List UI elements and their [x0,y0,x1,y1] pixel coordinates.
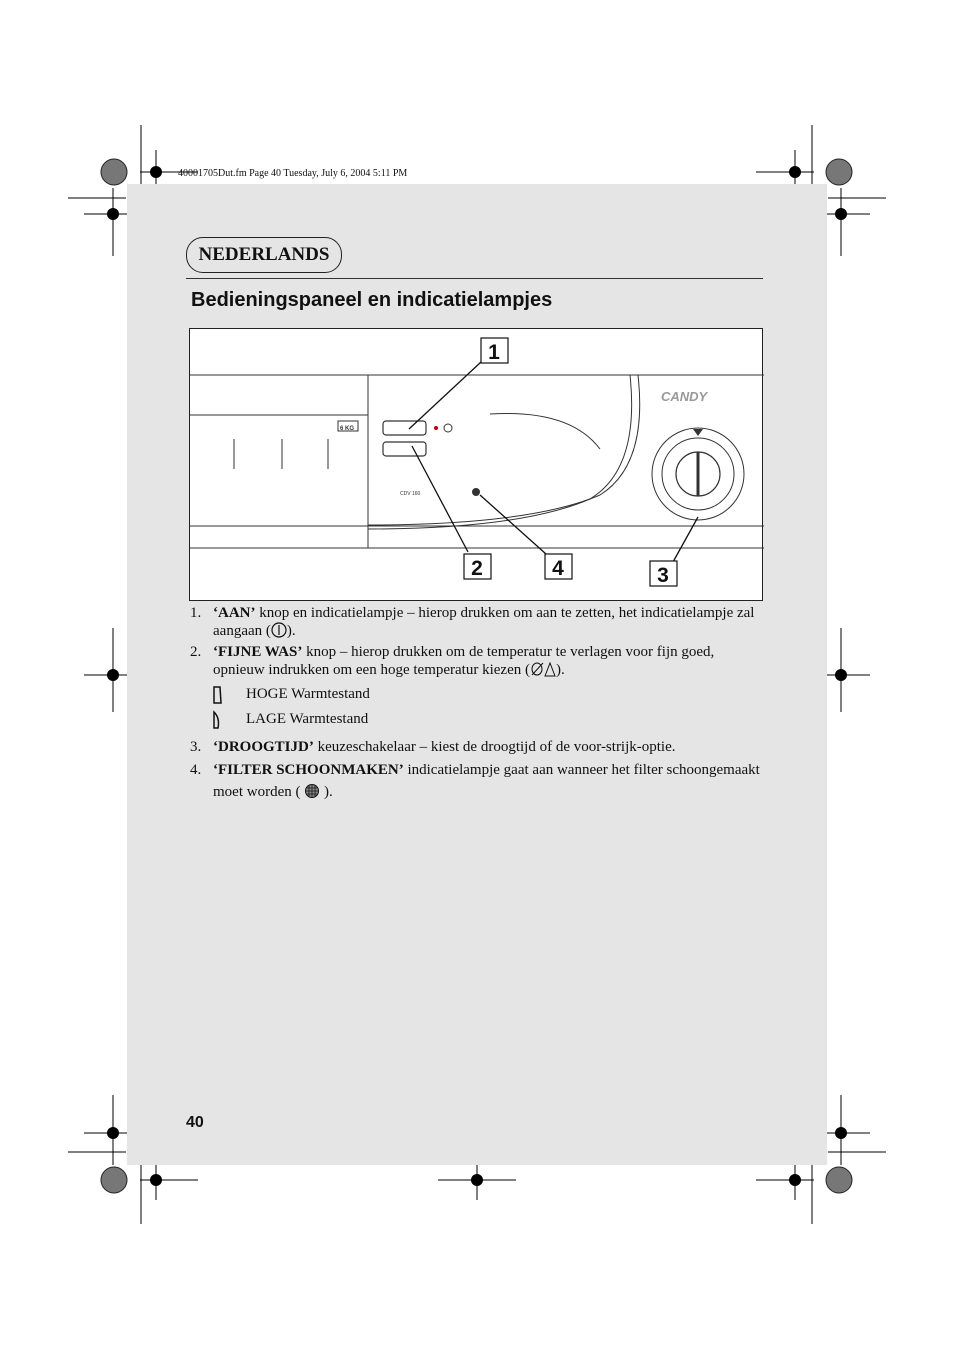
delicate-button [383,442,426,456]
sub-item-label: LAGE Warmtestand [246,711,369,727]
sub-item-label: HOGE Warmtestand [246,686,370,702]
item-heading: ‘FIJNE WAS’ [213,644,303,660]
item-text-end: ). [286,623,296,639]
section-title: Bedieningspaneel en indicatielampjes [191,289,553,311]
control-descriptions [190,604,765,806]
item-number: 2. [190,644,202,660]
file-header-note: 40001705Dut.fm Page 40 Tuesday, July 6, 2004 5:11 PM [178,168,408,179]
item-heading: ‘DROOGTIJD’ [213,739,314,755]
list-item [190,643,765,679]
on-button [383,421,426,435]
item-number: 3. [190,739,202,755]
item-text-end: ). [320,784,333,800]
list-item [190,738,765,756]
control-panel-diagram [189,328,763,601]
item-text: keuzeschakelaar – kiest de droogtijd of de voor-strijk-optie. [313,739,676,755]
callout-3: 3 [657,564,669,587]
page-number: 40 [186,1114,204,1131]
callout-2: 2 [471,557,483,580]
item-heading: ‘FILTER SCHOONMAKEN’ [213,762,404,778]
sub-item-high-heat [190,682,765,707]
power-symbol-icon [271,622,287,638]
item-heading: ‘AAN’ [213,605,256,621]
capacity-label: 6 KG [340,426,355,432]
item-text: knop en indicatielampje – hierop drukken om aan te zetten, het indicatielampje zal aangaan ( [213,605,755,639]
item-text: indicatielampje gaat aan wanneer het filter schoongemaakt moet worden ( [213,762,760,800]
list-item [190,604,765,640]
button-out-icon [212,685,224,705]
list-item [190,759,765,803]
delicate-wash-icon [530,661,556,677]
item-number: 1. [190,605,202,621]
button-in-icon [212,710,224,730]
brand-logo: CANDY [661,389,708,404]
callout-1: 1 [488,341,500,364]
item-number: 4. [190,762,202,778]
header-rule [186,278,763,279]
filter-icon [304,783,320,799]
sub-item-low-heat [190,707,765,732]
language-badge: NEDERLANDS [186,237,342,273]
callout-4: 4 [552,557,564,580]
model-label: CDV 160 [400,491,421,497]
item-text: knop – hierop drukken om de temperatur te verlagen voor fijn goed, opnieuw indrukken om een hoge temperatur kiezen ( [213,644,715,678]
item-text-end: ). [555,662,565,678]
